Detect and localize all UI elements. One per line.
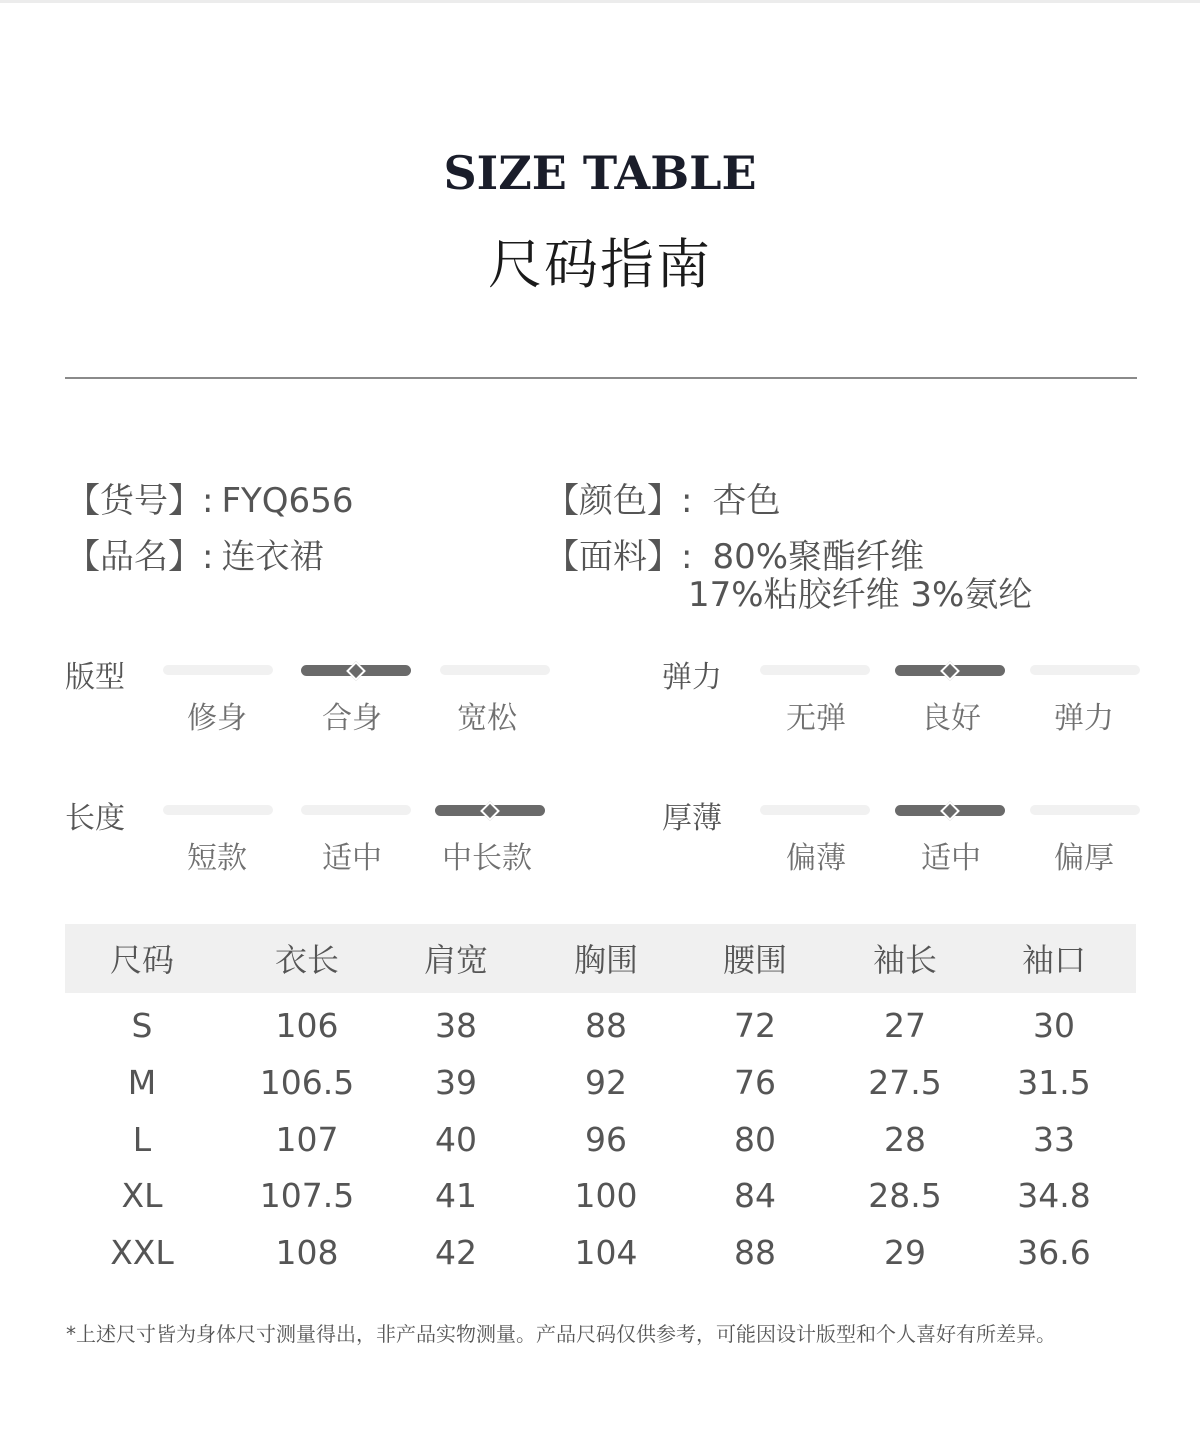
- divider: [65, 377, 1137, 379]
- spec-option-label: 适中: [322, 841, 382, 876]
- spec-title: 厚薄: [662, 801, 722, 836]
- table-header-cell: 胸围: [573, 941, 638, 979]
- footnote: *上述尺寸皆为身体尺寸测量得出，非产品实物测量。产品尺码仅供参考，可能因设计版型和个人喜好有所差异。: [66, 1322, 1056, 1346]
- spec-bar: [163, 665, 273, 675]
- spec-option-label: 适中: [921, 841, 981, 876]
- table-cell: 106.5: [259, 1063, 355, 1102]
- table-cell: 27: [884, 1006, 926, 1045]
- spec-marker-icon: [940, 661, 960, 681]
- table-cell: 88: [734, 1233, 776, 1272]
- spec-title: 长度: [65, 801, 125, 836]
- table-cell: 106: [275, 1006, 339, 1045]
- table-cell: 28: [884, 1120, 926, 1159]
- table-size-cell: S: [131, 1006, 153, 1045]
- spec-option-label: 短款: [187, 841, 247, 876]
- color-value: 杏色: [712, 481, 781, 521]
- table-cell: 88: [585, 1006, 627, 1045]
- table-cell: 41: [435, 1176, 477, 1215]
- table-cell: 100: [574, 1176, 638, 1215]
- table-cell: 76: [734, 1063, 776, 1102]
- table-cell: 107: [275, 1120, 339, 1159]
- spec-bar: [760, 805, 870, 815]
- item-number-label: 【货号】:: [66, 481, 214, 521]
- spec-bar: [760, 665, 870, 675]
- table-cell: 39: [435, 1063, 477, 1102]
- product-name-value: 连衣裙: [221, 537, 324, 577]
- color-row: [545, 473, 780, 522]
- spec-marker-icon: [480, 801, 500, 821]
- spec-marker-icon: [346, 661, 366, 681]
- spec-option-label: 弹力: [1054, 701, 1114, 736]
- spec-option-label: 中长款: [442, 841, 532, 876]
- table-cell: 80: [734, 1120, 776, 1159]
- product-name-row: [66, 529, 323, 578]
- color-label: 【颜色】:: [545, 481, 693, 521]
- spec-bar: [440, 665, 550, 675]
- table-cell: 92: [585, 1063, 627, 1102]
- spec-bar: [301, 805, 411, 815]
- table-header-cell: 袖长: [872, 941, 937, 979]
- fabric-value-line2: 17%粘胶纤维 3%氨纶: [688, 575, 1033, 615]
- table-cell: 40: [435, 1120, 477, 1159]
- item-number-row: [66, 473, 353, 522]
- spec-bar-selected: [895, 665, 1005, 676]
- spec-bar-selected: [435, 805, 545, 816]
- spec-bar-selected: [895, 805, 1005, 816]
- table-cell: 84: [734, 1176, 776, 1215]
- spec-bar: [1030, 805, 1140, 815]
- table-size-cell: M: [127, 1063, 157, 1102]
- spec-bar-selected: [301, 665, 411, 676]
- spec-title: 弹力: [662, 660, 722, 695]
- table-cell: 96: [585, 1120, 627, 1159]
- spec-bar: [1030, 665, 1140, 675]
- table-header-cell: 腰围: [722, 941, 787, 979]
- product-name-label: 【品名】:: [66, 537, 214, 577]
- spec-option-label: 修身: [187, 701, 247, 736]
- table-cell: 108: [275, 1233, 339, 1272]
- spec-title: 版型: [65, 660, 125, 695]
- item-number-value: FYQ656: [221, 481, 354, 521]
- fabric-value-line1: 80%聚酯纤维: [712, 537, 925, 577]
- fabric-label: 【面料】:: [545, 537, 693, 577]
- table-cell: 36.6: [1017, 1233, 1091, 1272]
- spec-bar: [163, 805, 273, 815]
- spec-option-label: 合身: [322, 701, 382, 736]
- spec-option-label: 无弹: [786, 701, 846, 736]
- table-size-cell: XL: [121, 1176, 163, 1215]
- table-cell: 29: [884, 1233, 926, 1272]
- table-size-cell: L: [132, 1120, 152, 1159]
- table-header-cell: 尺码: [109, 941, 174, 979]
- table-cell: 42: [435, 1233, 477, 1272]
- spec-option-label: 良好: [921, 701, 981, 736]
- table-cell: 27.5: [868, 1063, 942, 1102]
- spec-option-label: 偏厚: [1054, 841, 1114, 876]
- table-header-cell: 肩宽: [423, 941, 488, 979]
- table-cell: 33: [1033, 1120, 1075, 1159]
- table-cell: 34.8: [1017, 1176, 1091, 1215]
- table-cell: 104: [574, 1233, 638, 1272]
- title-english: SIZE TABLE: [443, 146, 757, 200]
- table-header-cell: 袖口: [1021, 941, 1086, 979]
- table-cell: 30: [1033, 1006, 1075, 1045]
- spec-marker-icon: [940, 801, 960, 821]
- table-cell: 28.5: [868, 1176, 942, 1215]
- spec-option-label: 偏薄: [786, 841, 846, 876]
- table-size-cell: XXL: [110, 1233, 174, 1272]
- spec-option-label: 宽松: [457, 701, 517, 736]
- table-header-cell: 衣长: [274, 941, 339, 979]
- top-edge: [0, 0, 1200, 3]
- table-cell: 31.5: [1017, 1063, 1091, 1102]
- title-chinese: 尺码指南: [488, 233, 712, 296]
- table-cell: 107.5: [259, 1176, 355, 1215]
- table-cell: 72: [734, 1006, 776, 1045]
- table-cell: 38: [435, 1006, 477, 1045]
